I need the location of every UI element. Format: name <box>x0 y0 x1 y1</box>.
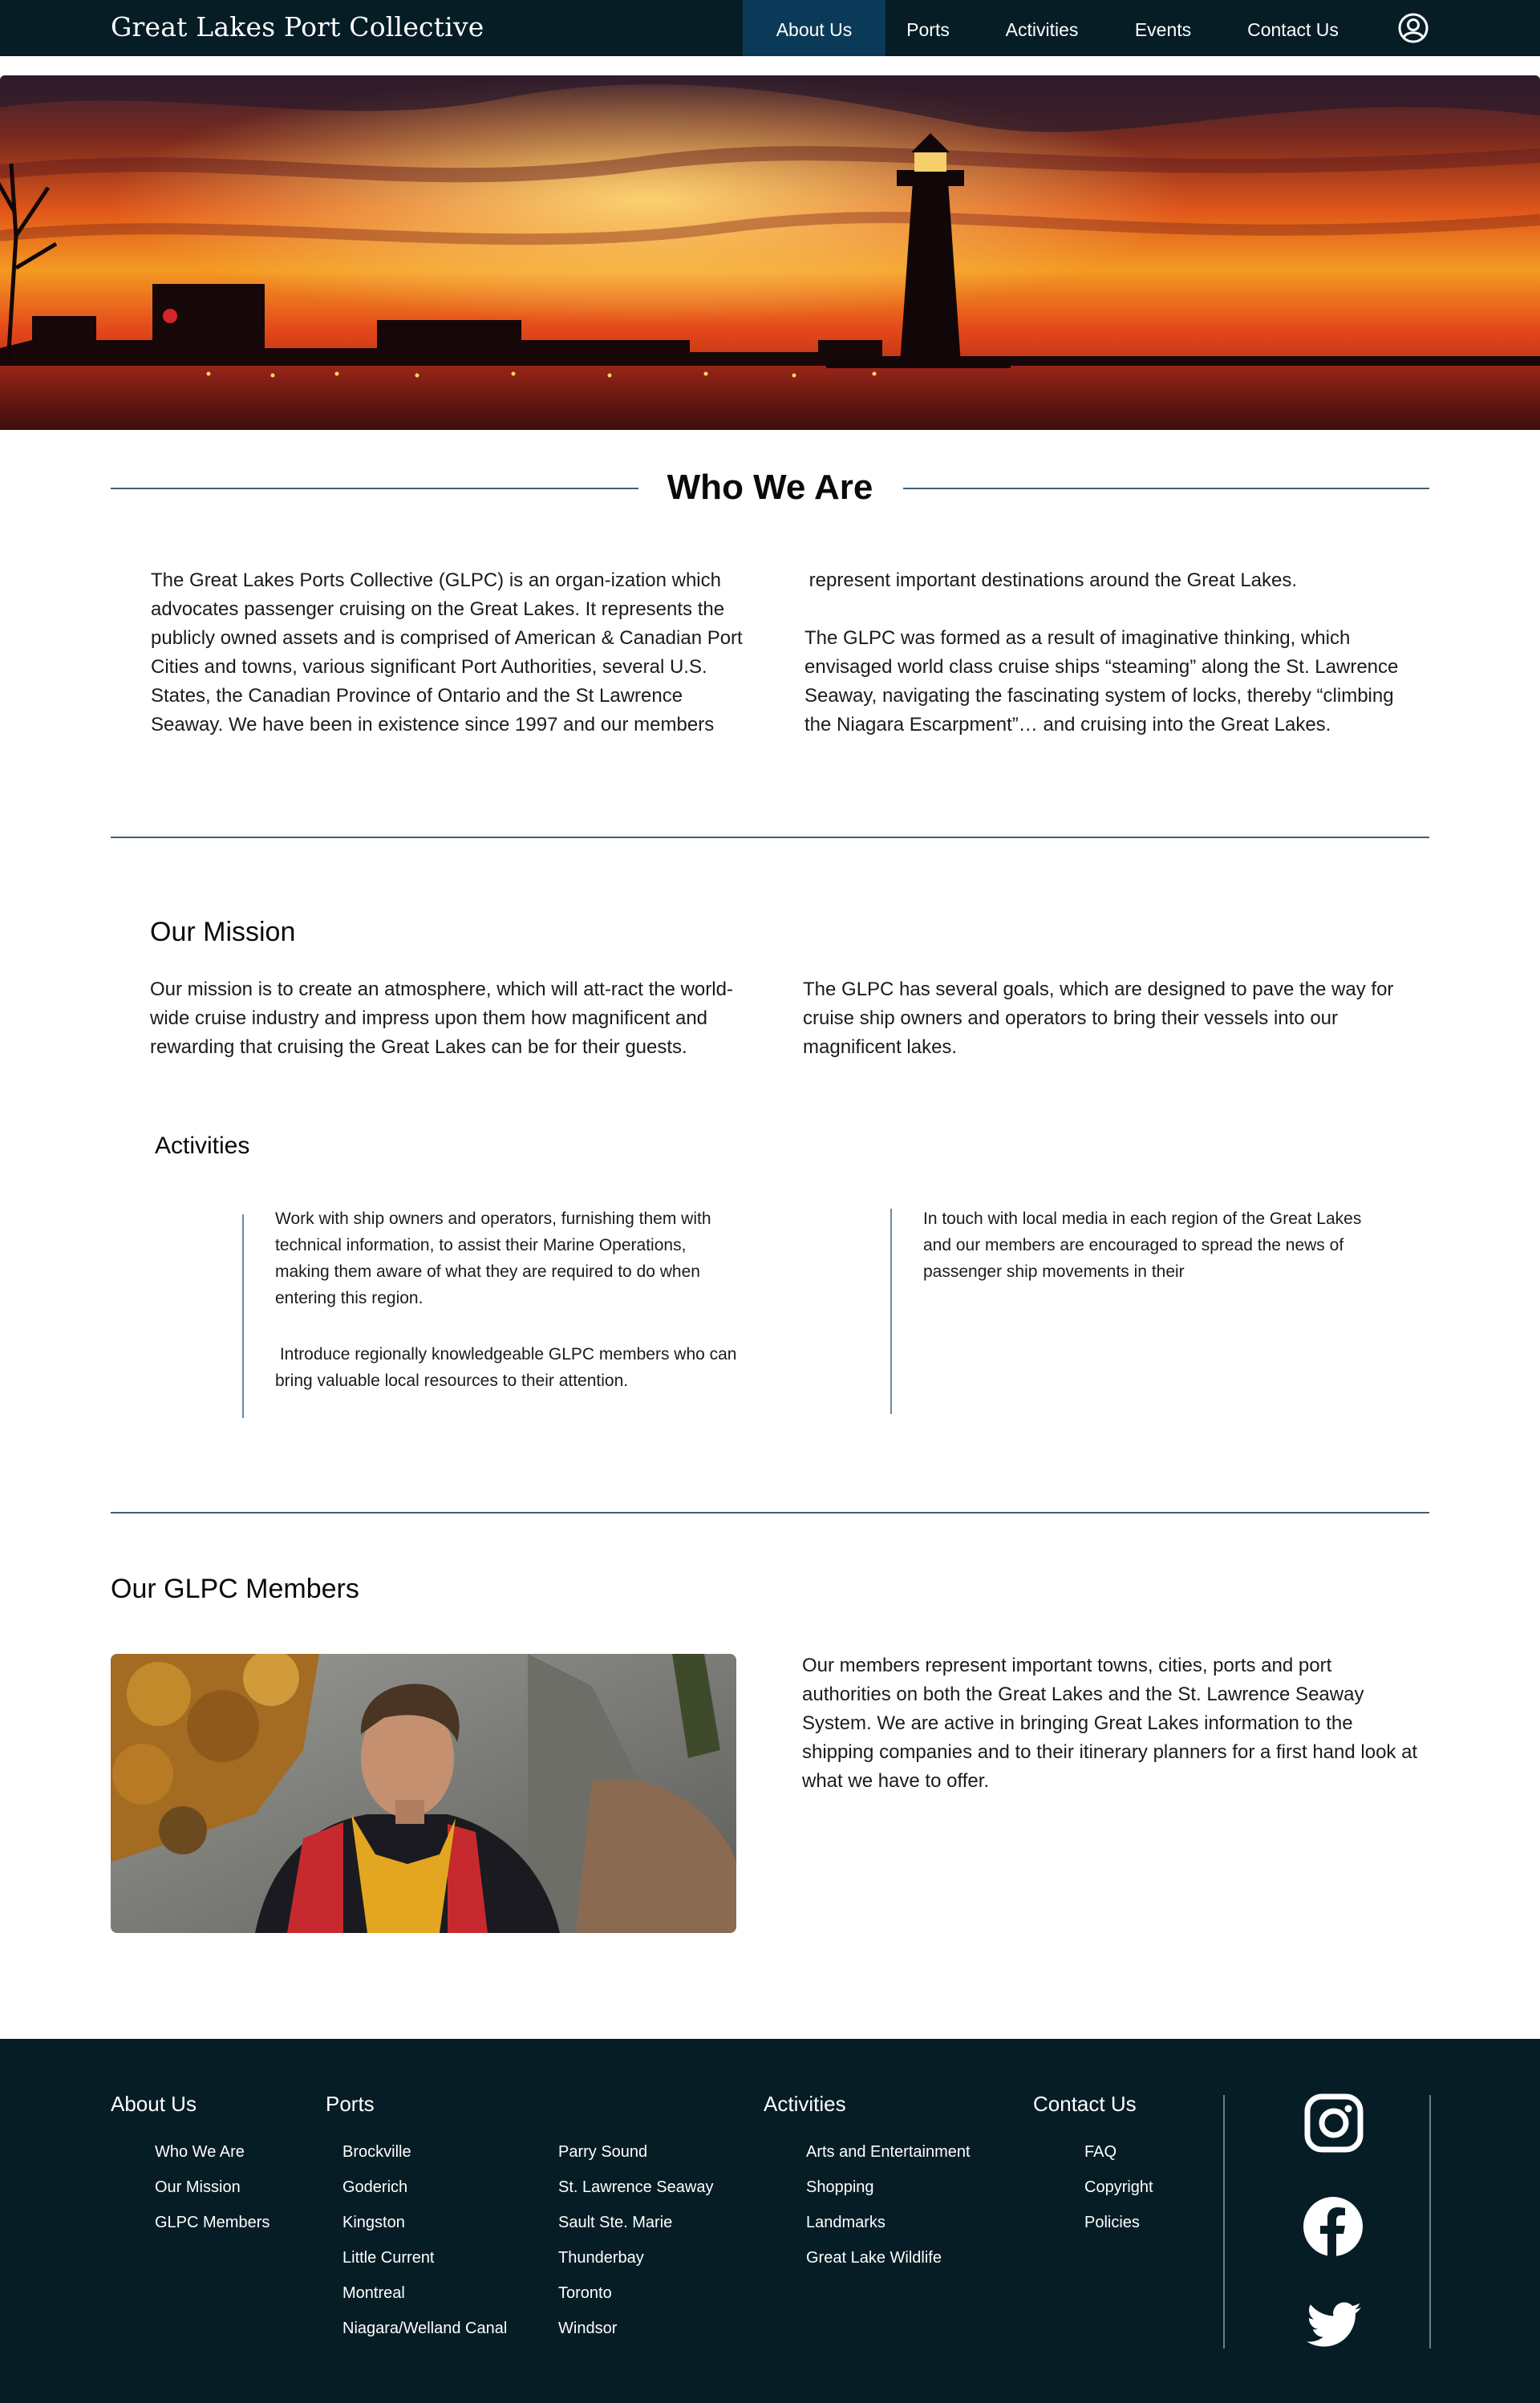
member-portrait-image <box>111 1654 736 1933</box>
hero-image <box>0 75 1540 430</box>
footer-link-policies[interactable]: Policies <box>1084 2214 1140 2231</box>
footer-link-shopping[interactable]: Shopping <box>806 2178 874 2196</box>
footer-link-copyright[interactable]: Copyright <box>1084 2178 1153 2196</box>
who-we-are-title: Who We Are <box>667 468 873 507</box>
site-brand[interactable]: Great Lakes Port Collective <box>111 11 484 43</box>
footer-link-little-current[interactable]: Little Current <box>342 2249 435 2267</box>
title-rule-right <box>903 488 1429 489</box>
member-photo <box>111 1654 736 1933</box>
top-nav <box>0 0 1540 56</box>
section-divider <box>111 1512 1429 1514</box>
who-we-are-text-left: The Great Lakes Ports Collective (GLPC) is an organ-ization which advocates passenger cruising on the Great Lakes. It represents the publicly owned assets and is comprised of American & Canadian Port Cities and towns, various significant Port Authorities, several U.S. States, the Canadian Province of Ontario and the St Lawrence Seaway. We have been in existence since 1997 and our members <box>151 569 743 735</box>
our-mission-title: Our Mission <box>150 917 296 947</box>
footer-ports-heading[interactable]: Ports <box>326 2092 375 2116</box>
section-divider <box>111 837 1429 838</box>
footer-activities-heading[interactable]: Activities <box>764 2092 846 2116</box>
footer-link-parry-sound[interactable]: Parry Sound <box>558 2143 648 2161</box>
footer-link-glpc-members[interactable]: GLPC Members <box>155 2214 270 2231</box>
instagram-icon[interactable] <box>1304 2093 1364 2153</box>
nav-ports[interactable]: Ports <box>906 19 950 40</box>
nav-events[interactable]: Events <box>1134 19 1192 40</box>
footer-divider-left <box>1223 2095 1225 2348</box>
footer-link-windsor[interactable]: Windsor <box>558 2320 618 2337</box>
footer-about-heading[interactable]: About Us <box>111 2092 197 2116</box>
twitter-icon[interactable] <box>1306 2302 1362 2348</box>
activity-right-bar <box>890 1209 892 1414</box>
members-text: Our members represent important towns, cities, ports and port authorities on both the Great Lakes and the St. Lawrence Seaway System. We are active in bringing Great Lakes information to the shipping companies and to their itinerary planners for a first hand look at what we have to offer. <box>802 1655 1418 1792</box>
footer-link-our-mission[interactable]: Our Mission <box>155 2178 241 2196</box>
activity-left-bar <box>242 1214 244 1418</box>
footer-link-st-lawrence-seaway[interactable]: St. Lawrence Seaway <box>558 2178 714 2196</box>
site-footer <box>0 2039 1540 2403</box>
footer-divider-right <box>1429 2095 1431 2348</box>
activity-item-3: In touch with local media in each region of the Great Lakes and our members are encouraged to spread the news of passenger ship movements in their <box>923 1210 1362 1281</box>
footer-link-brockville[interactable]: Brockville <box>342 2143 411 2161</box>
mission-text-left: Our mission is to create an atmosphere, which will att-ract the world-wide cruise industry and impress upon them how magnificent and rewarding that cruising the Great Lakes can be for their guests. <box>150 979 733 1058</box>
activities-title: Activities <box>155 1133 250 1159</box>
footer-link-faq[interactable]: FAQ <box>1084 2143 1117 2161</box>
account-icon[interactable] <box>1397 12 1429 44</box>
footer-link-landmarks[interactable]: Landmarks <box>806 2214 886 2231</box>
footer-link-kingston[interactable]: Kingston <box>342 2214 405 2231</box>
footer-link-who-we-are[interactable]: Who We Are <box>155 2143 245 2161</box>
footer-link-sault-ste-marie[interactable]: Sault Ste. Marie <box>558 2214 673 2231</box>
sunset-harbor-image <box>0 75 1540 430</box>
nav-about-us[interactable]: About Us <box>743 0 886 56</box>
footer-link-goderich[interactable]: Goderich <box>342 2178 408 2196</box>
title-rule-left <box>111 488 638 489</box>
who-we-are-text-right-1: represent important destinations around the Great Lakes. <box>804 569 1298 591</box>
mission-text-right: The GLPC has several goals, which are designed to pave the way for cruise ship owners and operators to bring their vessels into our magnificent lakes. <box>803 979 1394 1058</box>
footer-link-arts-entertainment[interactable]: Arts and Entertainment <box>806 2143 971 2161</box>
activity-item-1: Work with ship owners and operators, furnishing them with technical information, to assist their Marine Operations, making them aware of what they are required to do when entering this region. <box>275 1210 711 1307</box>
activity-item-2: Introduce regionally knowledgeable GLPC members who can bring valuable local resources to their attention. <box>275 1345 742 1390</box>
footer-contact-heading[interactable]: Contact Us <box>1033 2092 1137 2116</box>
facebook-icon[interactable] <box>1303 2196 1364 2257</box>
nav-activities[interactable]: Activities <box>1005 19 1079 40</box>
nav-contact-us[interactable]: Contact Us <box>1247 19 1339 40</box>
footer-link-montreal[interactable]: Montreal <box>342 2284 405 2302</box>
footer-link-great-lake-wildlife[interactable]: Great Lake Wildlife <box>806 2249 942 2267</box>
footer-link-niagara-welland[interactable]: Niagara/Welland Canal <box>342 2320 508 2337</box>
members-title: Our GLPC Members <box>111 1574 359 1604</box>
footer-link-thunderbay[interactable]: Thunderbay <box>558 2249 644 2267</box>
who-we-are-text-right-2: The GLPC was formed as a result of imaginative thinking, which envisaged world class cruise ships “steaming” along the St. Lawrence Seaway, navigating the fascinating system of locks, thereby “climbing the Niagara Escarpment”… and cruising into the Great Lakes. <box>804 627 1399 735</box>
footer-link-toronto[interactable]: Toronto <box>558 2284 612 2302</box>
